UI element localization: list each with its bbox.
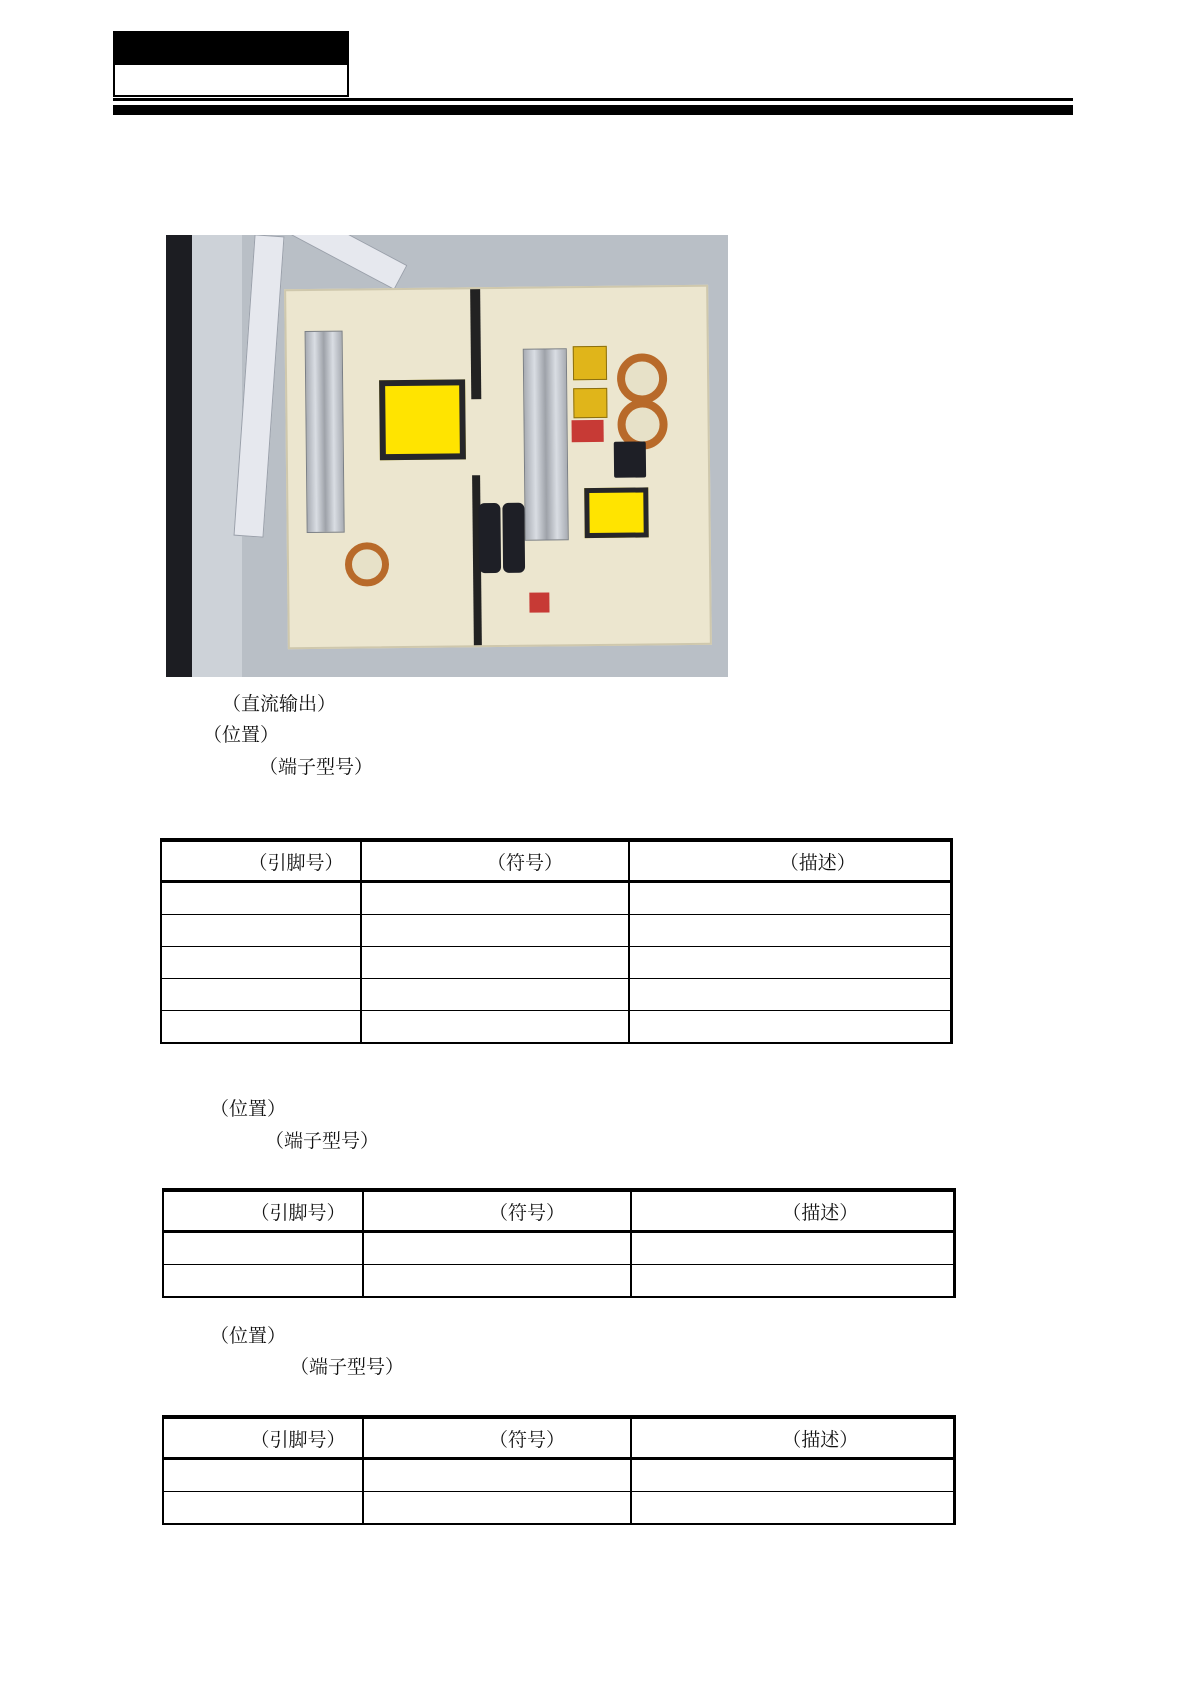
main-transformer <box>379 379 466 460</box>
pin-table-1 <box>160 838 953 1044</box>
table-row <box>161 947 951 979</box>
relay <box>573 388 607 418</box>
table-row <box>163 1265 954 1298</box>
capacitor <box>478 503 501 573</box>
col-pin-number: （引脚号） <box>163 1417 363 1459</box>
capacitor <box>502 503 525 573</box>
table-row <box>161 882 951 915</box>
section3-terminal-model: （端子型号） <box>290 1356 405 1378</box>
table-row <box>163 1459 954 1492</box>
col-description: （描述） <box>629 840 951 882</box>
tv-frame <box>166 235 192 677</box>
table-row <box>161 1011 951 1044</box>
col-description: （描述） <box>631 1417 954 1459</box>
heatsink-right <box>523 348 569 540</box>
col-symbol: （符号） <box>361 840 629 882</box>
header-label-block <box>113 31 349 67</box>
col-pin-number: （引脚号） <box>163 1190 363 1232</box>
section1-title: （直流输出） <box>222 693 337 715</box>
section2-position: （位置） <box>210 1098 287 1120</box>
heatsink-left <box>305 331 345 533</box>
standby-transformer <box>584 487 649 538</box>
red-fuse <box>529 592 549 612</box>
col-symbol: （符号） <box>363 1417 631 1459</box>
table-row <box>161 979 951 1011</box>
relay <box>573 346 607 380</box>
circuit-board <box>284 285 712 649</box>
col-symbol: （符号） <box>363 1190 631 1232</box>
header-rule-thin <box>113 98 1073 101</box>
bridge-rectifier <box>614 441 646 477</box>
col-description: （描述） <box>631 1190 954 1232</box>
ribbon-cable <box>287 235 408 290</box>
section1-position: （位置） <box>203 724 280 746</box>
section3-position: （位置） <box>210 1325 287 1347</box>
isolation-slot <box>470 289 481 399</box>
table-row <box>163 1492 954 1525</box>
pin-table-3 <box>162 1415 956 1525</box>
table-row <box>163 1232 954 1265</box>
table-row <box>161 915 951 947</box>
toroid-coil <box>345 542 389 586</box>
toroid-coil <box>617 353 668 404</box>
red-capacitor <box>572 420 604 442</box>
section1-terminal-model: （端子型号） <box>259 756 374 778</box>
col-pin-number: （引脚号） <box>161 840 361 882</box>
section2-terminal-model: （端子型号） <box>265 1130 380 1152</box>
header-label-box <box>113 65 349 97</box>
pin-table-2 <box>162 1188 956 1298</box>
power-board-photo <box>166 235 728 677</box>
panel-edge <box>192 235 242 677</box>
header-rule-thick <box>113 105 1073 115</box>
